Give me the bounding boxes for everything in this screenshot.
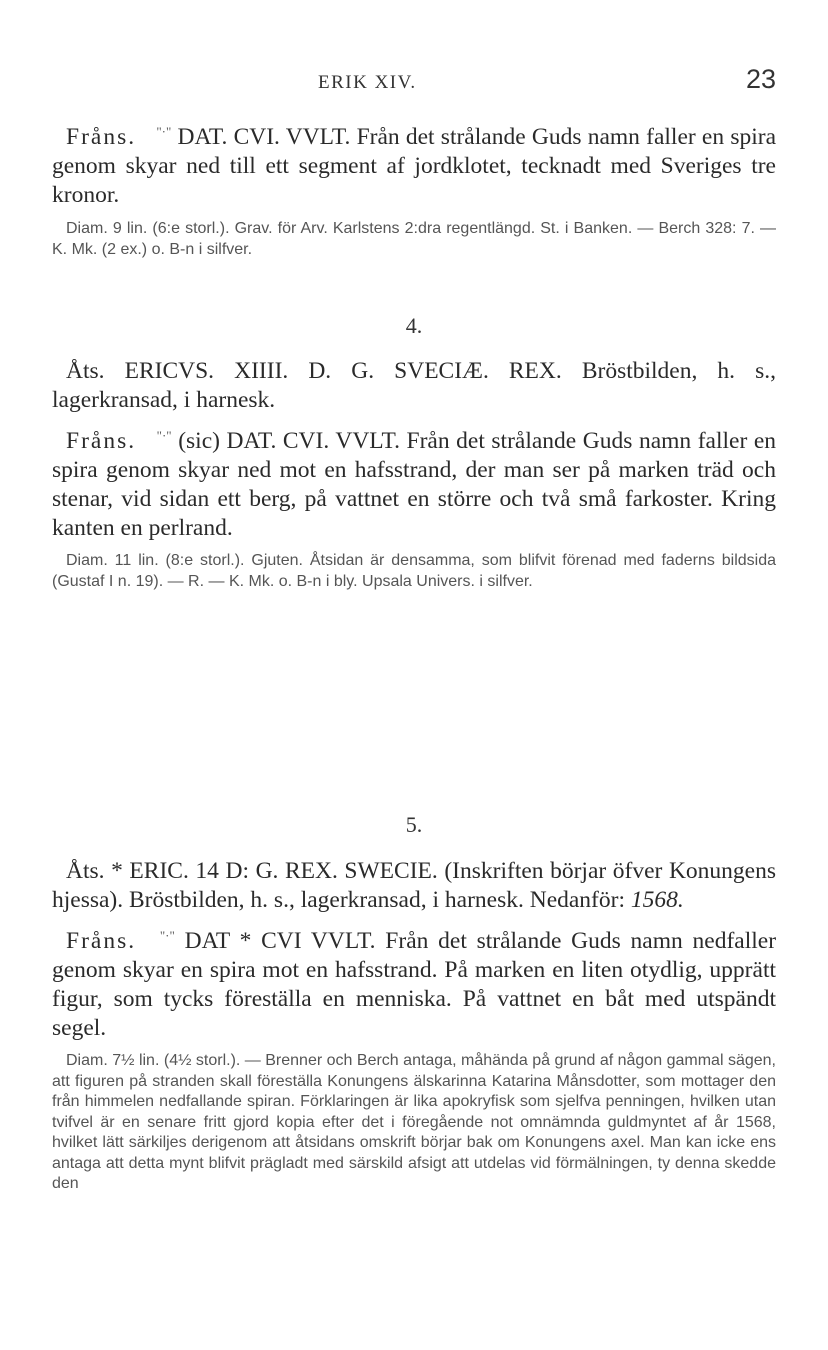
reverse-description: DAT * CVI VVLT. Från det strålande Guds namn nedfaller genom skyar en spira mot en hafsstrand. På marken en liten otydlig, upprätt figur, som tycks föreställa en menniska. På vattnet en båt med utspändt segel. bbox=[52, 928, 777, 1041]
entry-3-note: Diam. 9 lin. (6:e storl.). Grav. för Arv. Karlstens 2:dra regentlängd. St. i Banken. — Berch 328: 7. — K. Mk. (2 ex.) o. B-n i silfver. bbox=[52, 220, 776, 258]
entry-5-reverse bbox=[52, 921, 776, 1043]
running-title: ERIK XIV. bbox=[318, 72, 417, 93]
entry-3 bbox=[52, 117, 776, 260]
reverse-label: Fråns. bbox=[66, 428, 137, 454]
reverse-label: Fråns. bbox=[66, 124, 137, 150]
obverse-label: Åts. bbox=[66, 358, 105, 384]
entry-4-reverse bbox=[52, 421, 776, 543]
entry-number-4: 4. bbox=[405, 313, 423, 338]
running-head bbox=[0, 64, 828, 94]
abbreviation-mark: "·" bbox=[159, 928, 175, 943]
reverse-description: DAT. CVI. VVLT. Från det strålande Guds namn faller en spira genom skyar ned till ett segment af jordklotet, tecknadt med Sveriges tre kronor. bbox=[52, 124, 777, 208]
reverse-label: Fråns. bbox=[66, 928, 137, 954]
obverse-description: ERICVS. XIIII. D. G. SVECIÆ. REX. Bröstbilden, h. s., lagerkransad, i harnesk. bbox=[52, 358, 777, 413]
entry-5 bbox=[52, 857, 776, 1195]
page-number: 23 bbox=[745, 64, 776, 94]
abbreviation-mark: "·" bbox=[156, 124, 172, 139]
entry-number-5: 5. bbox=[405, 812, 423, 837]
entry-4-note: Diam. 11 lin. (8:e storl.). Gjuten. Åtsidan är densamma, som blifvit förenad med faderns bildsida (Gustaf I n. 19). — R. — K. Mk. o. B-n i bly. Upsala Univers. i silfver. bbox=[52, 552, 776, 590]
entry-5-note: Diam. 7½ lin. (4½ storl.). — Brenner och Berch antaga, måhända på grund af någon gammal sägen, att figuren på stranden skall föreställa Konungens älskarinna Katarina Månsdotter, som mottager den från himmelen nedfallande spiran. Förklaringen är lika apokryfisk som sjelfva penningen, hvilken utan tvifvel är en senare fritt gjord kopia efter det i föregående not omnämnda guldmyntet af år 1568, hvilket lätt särkiljes derigenom att åtsidans omskrift börjar bak om Konungens axel. Man kan icke ens antaga att detta mynt blifvit prägladt med särskild afsigt att utdelas vid förmälningen, ty denna skedde den bbox=[52, 1052, 776, 1192]
entry-4-obverse bbox=[52, 357, 776, 415]
obverse-label: Åts. bbox=[66, 858, 105, 884]
entry-4 bbox=[52, 357, 776, 592]
entry-5-obverse bbox=[52, 857, 776, 915]
obverse-description: * ERIC. 14 D: G. REX. SWECIE. (Inskriften börjar öfver Konungens hjessa). Bröstbilden, h. s., lagerkransad, i harnesk. Nedanför: bbox=[52, 858, 776, 913]
abbreviation-mark: "·" bbox=[156, 428, 172, 443]
entry-3-reverse bbox=[52, 117, 776, 210]
obverse-date: 1568. bbox=[630, 887, 684, 913]
reverse-description: (sic) DAT. CVI. VVLT. Från det strålande Guds namn faller en spira genom skyar ned mot en hafsstrand, der man ser på marken träd och stenar, vid sidan ett berg, på vattnet en större och två små farkoster. Kring kanten en perlrand. bbox=[52, 428, 777, 541]
